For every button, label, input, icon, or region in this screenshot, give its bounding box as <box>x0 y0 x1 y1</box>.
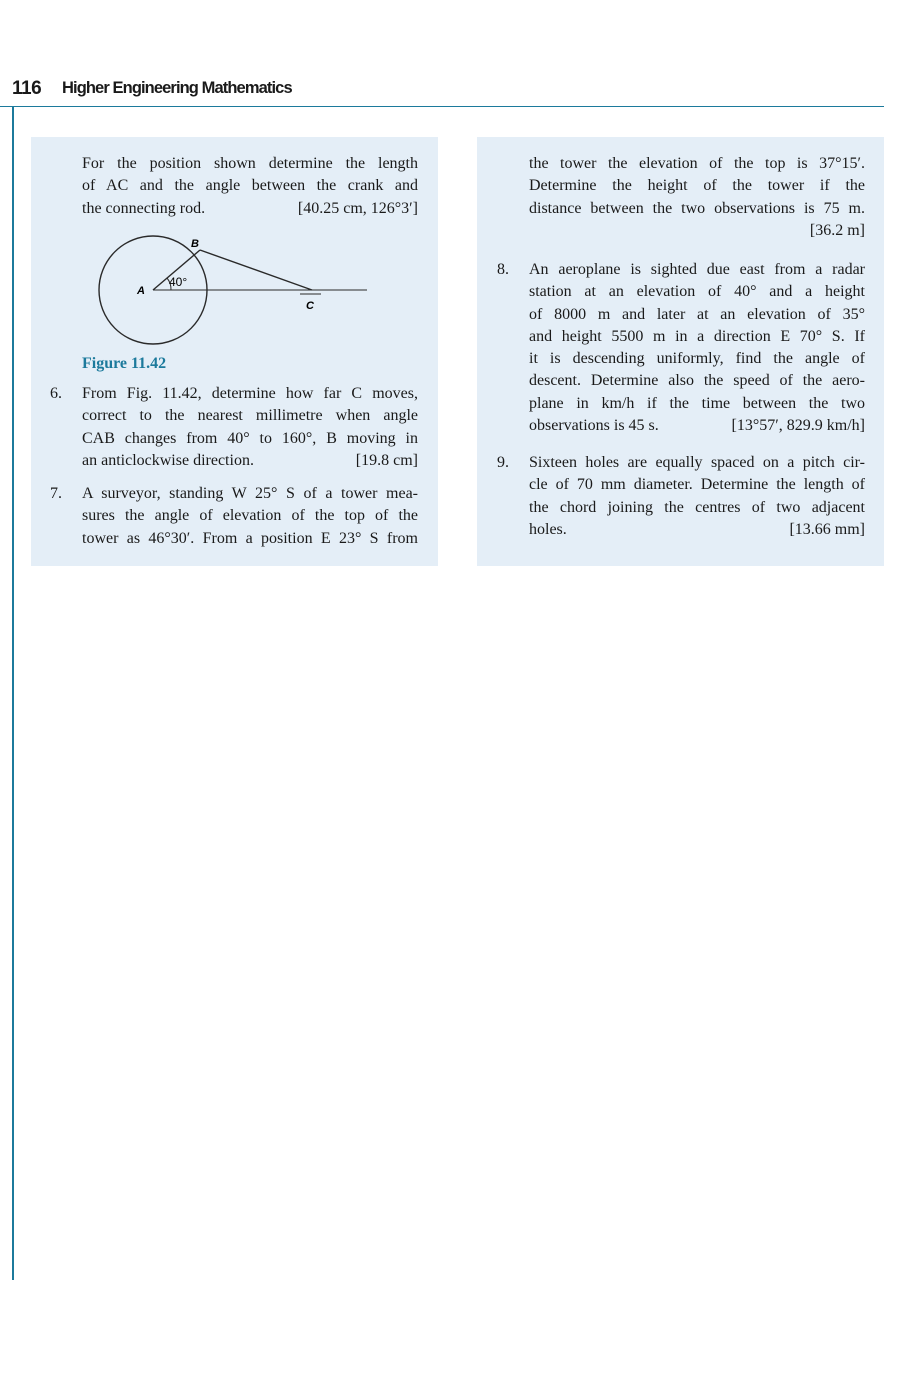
text-line: For the position shown determine the length <box>82 155 418 172</box>
text-line: distance between the two observations is 75 m. <box>529 199 865 217</box>
text-line: Determine the height of the tower if the <box>529 177 865 195</box>
question-8 <box>529 259 865 437</box>
margin-rule <box>12 106 14 1280</box>
text-line: the connecting rod. <box>82 199 206 217</box>
question-6 <box>82 383 418 472</box>
question-number: 8. <box>497 261 509 278</box>
text-line: the chord joining the centres of two adjacent <box>529 498 865 516</box>
text-line: correct to the nearest millimetre when angle <box>82 407 418 425</box>
text-line: the tower the elevation of the top is 37°15′. <box>529 155 865 172</box>
question-9 <box>529 452 865 541</box>
text-line: descent. Determine also the speed of the aero- <box>529 372 865 390</box>
text-line: From Fig. 11.42, determine how far C moves, <box>82 385 418 402</box>
answer: [36.2 m] <box>809 221 865 239</box>
label-a: A <box>137 285 145 297</box>
text-line: An aeroplane is sighted due east from a radar <box>529 261 865 278</box>
question-7 <box>82 483 418 550</box>
connecting-rod <box>200 250 312 290</box>
text-line: CAB changes from 40° to 160°, B moving in <box>82 429 418 447</box>
intro-text <box>82 153 418 220</box>
text-line: an anticlockwise direction. <box>82 451 254 469</box>
text-line: observations is 45 s. <box>529 417 659 435</box>
question-7-continued <box>529 153 865 242</box>
text-line: plane in km/h if the time between the two <box>529 394 865 412</box>
answer: [13.66 mm] <box>789 520 865 538</box>
text-line: Sixteen holes are equally spaced on a pitch cir- <box>529 454 865 471</box>
text-line: of 8000 m and later at an elevation of 35° <box>529 305 865 323</box>
question-number: 6. <box>50 385 62 402</box>
crank-figure <box>95 230 375 350</box>
answer: [19.8 cm] <box>355 451 418 469</box>
text-line: A surveyor, standing W 25° S of a tower mea- <box>82 485 418 502</box>
page-number: 116 <box>12 78 42 99</box>
text-line: station at an elevation of 40° and a height <box>529 283 865 301</box>
text-line: and height 5500 m in a direction E 70° S. If <box>529 327 865 345</box>
figure-caption: Figure 11.42 <box>82 355 167 372</box>
book-title: Higher Engineering Mathematics <box>62 79 292 97</box>
text-line: tower as 46°30′. From a position E 23° S from <box>82 529 418 547</box>
text-line: of AC and the angle between the crank and <box>82 177 418 195</box>
text-line: cle of 70 mm diameter. Determine the length of <box>529 476 865 494</box>
text-line: holes. <box>529 520 567 538</box>
text-line: sures the angle of elevation of the top of the <box>82 507 418 525</box>
running-header <box>0 74 884 107</box>
text-line: it is descending uniformly, find the angle of <box>529 350 865 368</box>
answer: [40.25 cm, 126°3′] <box>297 199 418 217</box>
question-number: 9. <box>497 454 509 471</box>
question-number: 7. <box>50 485 62 502</box>
label-b: B <box>191 238 199 250</box>
answer: [13°57′, 829.9 km/h] <box>731 417 865 435</box>
label-c: C <box>306 300 314 312</box>
angle-label: 40° <box>169 275 188 289</box>
